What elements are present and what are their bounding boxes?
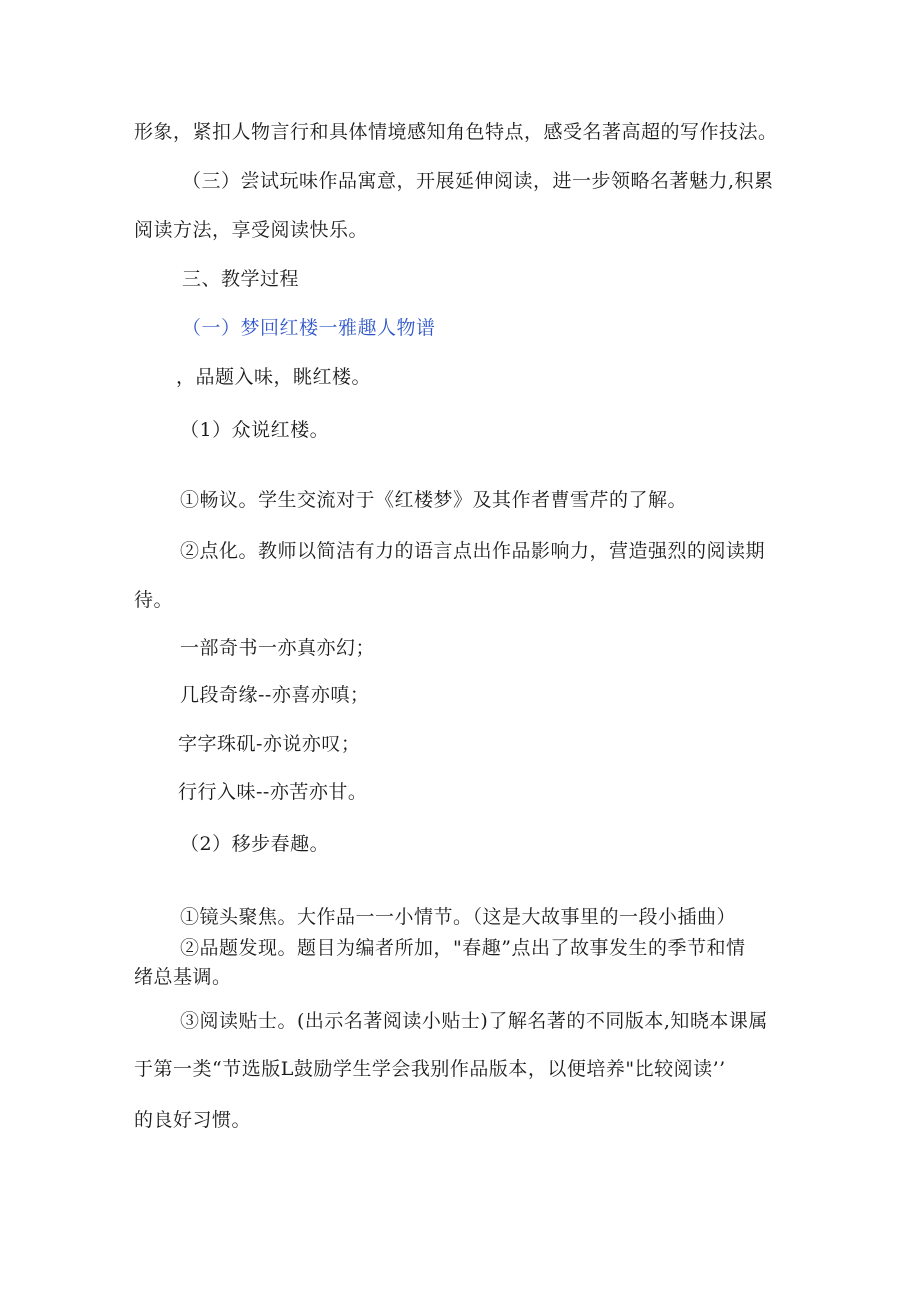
couplet-line: 行行入味--亦苦亦甘。 (178, 781, 368, 803)
objective-three-line: （三）尝试玩味作品寓意，开展延伸阅读，进一步领略名著魅力,积累 (182, 170, 774, 192)
section-heading: 三、教学过程 (182, 268, 300, 290)
couplet-line: 字字珠矶-亦说亦叹； (178, 733, 361, 755)
paragraph-line: 待。 (134, 589, 174, 611)
step-heading: （2）移步春趣。 (180, 833, 330, 855)
paragraph-line: 于第一类“节选版L鼓励学生学会我别作品版本，以便培养"比较阅读’’ (134, 1058, 726, 1080)
paragraph-line: 的良好习惯。 (134, 1109, 252, 1131)
step-item: ③阅读贴士。(出示名著阅读小贴士)了解名著的不同版本,知晓本课属 (180, 1010, 768, 1032)
step-heading: （1）众说红楼。 (180, 419, 330, 441)
step-item: ②品题发现。题目为编者所加，"春趣”点出了故事发生的季节和情 (180, 937, 746, 959)
subsection-heading: （一）梦回红楼一雅趣人物谱 (182, 317, 436, 339)
couplet-line: 几段奇缘--亦喜亦嗔； (180, 684, 370, 706)
paragraph-line: ，品题入味，眺红楼。 (176, 366, 372, 388)
step-item: ①畅议。学生交流对于《红楼梦》及其作者曹雪芹的了解。 (180, 489, 688, 511)
step-item: ①镜头聚焦。大作品一一小情节。（这是大故事里的一段小插曲） (180, 906, 737, 928)
paragraph-line: 形象，紧扣人物言行和具体情境感知角色特点，感受名著高超的写作技法。 (134, 121, 778, 143)
couplet-line: 一部奇书一亦真亦幻； (180, 637, 376, 659)
step-item: ②点化。教师以简洁有力的语言点出作品影响力，营造强烈的阅读期 (180, 540, 766, 562)
paragraph-line: 绪总基调。 (134, 966, 232, 988)
paragraph-line: 阅读方法，享受阅读快乐。 (134, 219, 369, 241)
